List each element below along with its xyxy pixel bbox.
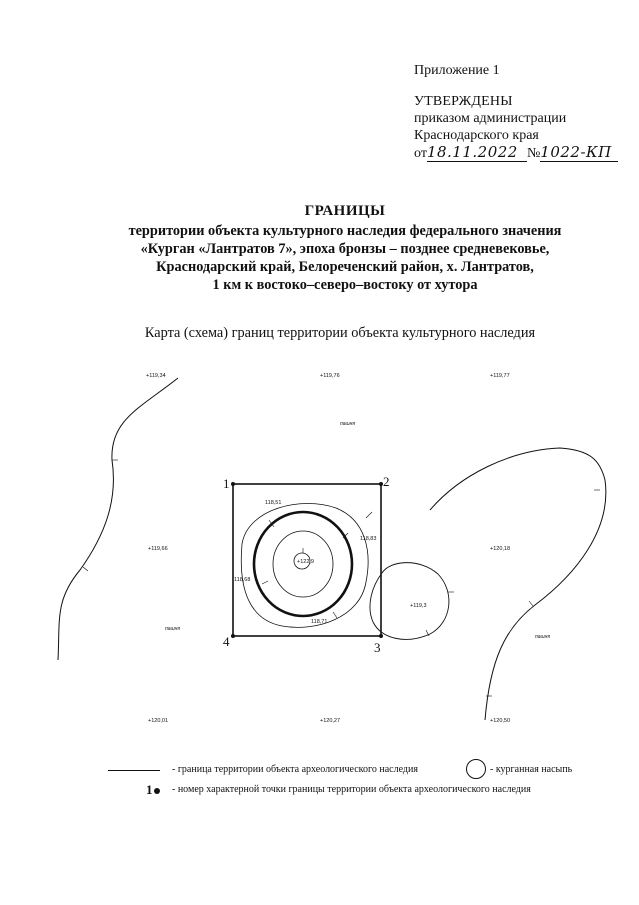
elevation-mark: +119,66 [148,546,168,552]
legend-mound-text: - курганная насыпь [490,764,573,775]
contour-east [370,563,449,640]
title-line-2: «Курган «Лантратов 7», эпоха бронзы – позднее средневековье, [140,241,550,257]
appendix-label: Приложение 1 [414,63,500,78]
handwritten-date: 18.11.2022 [427,144,527,162]
elevation-mark: +119,3 [410,603,427,609]
handwritten-number: 1022-КП [540,144,618,162]
title-line-4: 1 км к востоко–северо–востоку от хутора [212,277,478,293]
contour-label: 118,51 [265,500,282,506]
approval-date-line [414,144,634,162]
point-symbol-number: 1 [146,782,153,797]
legend-row-point [108,782,608,802]
elevation-mark: +119,77 [490,373,510,379]
field-boundary-left [58,378,181,660]
elevation-mark: +119,34 [146,373,166,379]
title-line-3: Краснодарский край, Белореченский район, х. Лантратов, [156,259,534,275]
contour-label: 118,83 [360,536,377,542]
approval-line-1: приказом администрации [414,111,567,126]
point-dot-icon [154,788,160,794]
point-number-1: 1 [223,476,230,491]
contour-outer [241,504,368,628]
document-title: ГРАНИЦЫ [304,203,386,219]
mound-circle-icon [466,759,486,779]
point-symbol [146,782,160,798]
approval-block [414,62,634,162]
elevation-mark: +120,27 [320,718,341,724]
field-label: пашня [535,634,551,640]
map-caption: Карта (схема) границ территории объекта культурного наследия [144,325,536,341]
legend-boundary-text: - граница территории объекта археологического наследия [172,764,418,775]
boundary-line-symbol [108,770,160,771]
field-label: пашня [340,421,356,427]
point-number-4: 4 [223,634,230,649]
legend-row-boundary [108,762,608,782]
elevation-mark: +119,76 [320,373,340,379]
boundary-map [0,360,639,755]
elevation-mark: +120,50 [490,718,511,724]
legend-point-text: - номер характерной точки границы территории объекта археологического наследия [172,784,531,795]
contour-label: 118,71 [311,619,328,625]
slope-ticks [83,460,600,696]
number-prefix: № [526,146,541,161]
elevation-mark: +120,01 [148,718,169,724]
field-boundary-right [430,448,606,720]
map-legend [108,762,608,802]
document-title-block [100,202,590,294]
title-line-1: территории объекта культурного наследия федерального значения [128,223,562,239]
point-number-3: 3 [374,640,381,655]
mound-peak-elevation: +122,9 [297,559,314,565]
contour-label: 118,68 [234,577,251,583]
date-prefix: от [414,146,427,161]
approval-heading: УТВЕРЖДЕНЫ [414,94,513,109]
approval-line-2: Краснодарского края [414,128,539,143]
point-number-2: 2 [383,474,390,489]
elevation-mark: +120,18 [490,546,511,552]
field-label: пашня [165,626,181,632]
